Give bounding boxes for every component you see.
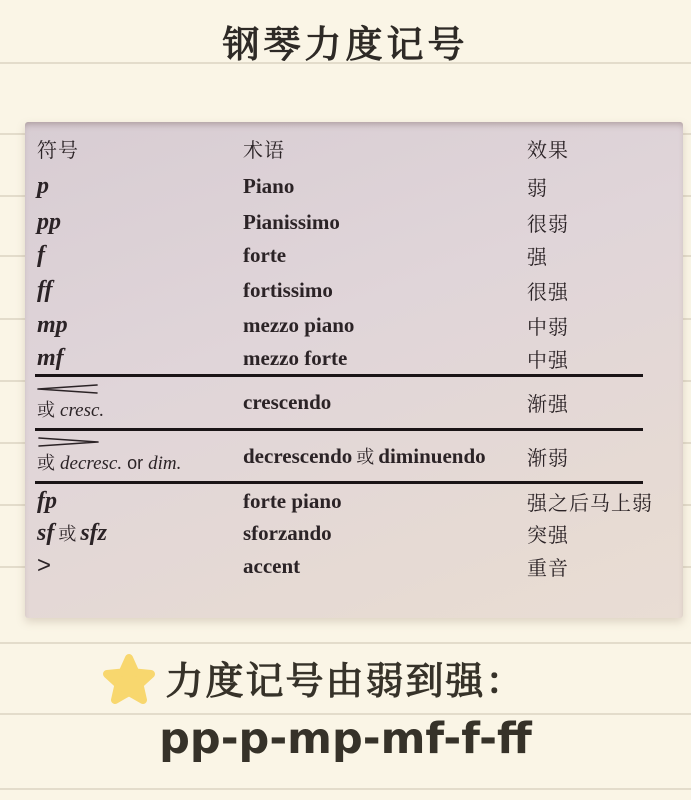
symbol-cell: f: [37, 242, 45, 268]
footer-summary-text: 力度记号由弱到强：: [165, 661, 526, 703]
table-row: [37, 168, 673, 204]
table-row: [37, 342, 673, 374]
effect-cell: 渐强: [527, 394, 569, 416]
column-header-effect: 效果: [527, 139, 569, 162]
term-cell: Pianissimo: [243, 209, 340, 234]
symbol-cell: sf 或 sfz: [37, 519, 108, 546]
book-photo: [25, 122, 683, 618]
footer-dynamics-order: pp-p-mp-mf-f-ff: [159, 714, 532, 764]
symbol-cell: mf: [37, 344, 64, 371]
term-cell: fortissimo: [243, 278, 333, 302]
symbol-cell: [37, 437, 243, 475]
term-cell: forte piano: [243, 488, 342, 513]
table-row: [37, 204, 673, 240]
symbol-cell: p: [37, 172, 49, 199]
effect-cell: 重音: [527, 557, 569, 580]
effect-cell: 强之后马上弱: [527, 492, 653, 515]
effect-cell: 很弱: [527, 213, 569, 236]
effect-cell: 强: [527, 247, 548, 269]
table-row: [37, 273, 673, 308]
term-cell: Piano: [243, 173, 295, 198]
page-title: 钢琴力度记号: [222, 24, 469, 65]
term-cell: sforzando: [243, 520, 332, 545]
table-divider: [35, 428, 643, 431]
ruled-line: [0, 788, 691, 790]
table-row: [37, 549, 673, 583]
table-header-row: [37, 130, 673, 166]
symbol-cell: mp: [37, 311, 68, 338]
effect-cell: 渐弱: [527, 447, 569, 470]
table-row: [37, 517, 673, 549]
column-header-symbol: 符号: [37, 139, 79, 162]
symbol-cell: >: [37, 552, 52, 579]
effect-cell: 弱: [527, 177, 548, 200]
symbol-cell: [37, 384, 243, 422]
effect-cell: 中弱: [527, 316, 569, 339]
ruled-line: [0, 642, 691, 644]
effect-cell: 很强: [527, 282, 569, 304]
column-header-term: 术语: [243, 139, 285, 162]
table-divider: [35, 374, 643, 377]
term-cell: mezzo piano: [243, 312, 355, 337]
term-cell: crescendo: [243, 390, 332, 414]
term-cell: forte: [243, 243, 287, 267]
symbol-caption: 或 cresc.: [37, 399, 105, 421]
effect-cell: 突强: [527, 524, 569, 547]
table-row: [37, 433, 673, 479]
effect-cell: 中强: [527, 349, 569, 372]
table-divider: [35, 481, 643, 484]
crescendo-hairpin-icon: [37, 384, 99, 394]
symbol-cell: fp: [37, 487, 57, 514]
symbol-cell: ff: [37, 277, 53, 303]
symbol-caption: 或 decresc. or dim.: [37, 453, 182, 474]
symbol-cell: pp: [37, 208, 61, 235]
term-cell: decrescendo 或 diminuendo: [243, 444, 486, 468]
table-row: [37, 485, 673, 517]
table-row: [37, 308, 673, 342]
table-row: [37, 238, 673, 273]
term-cell: mezzo forte: [243, 345, 348, 370]
decrescendo-hairpin-icon: [37, 437, 99, 447]
term-cell: accent: [243, 553, 301, 578]
table-row: [37, 379, 673, 426]
